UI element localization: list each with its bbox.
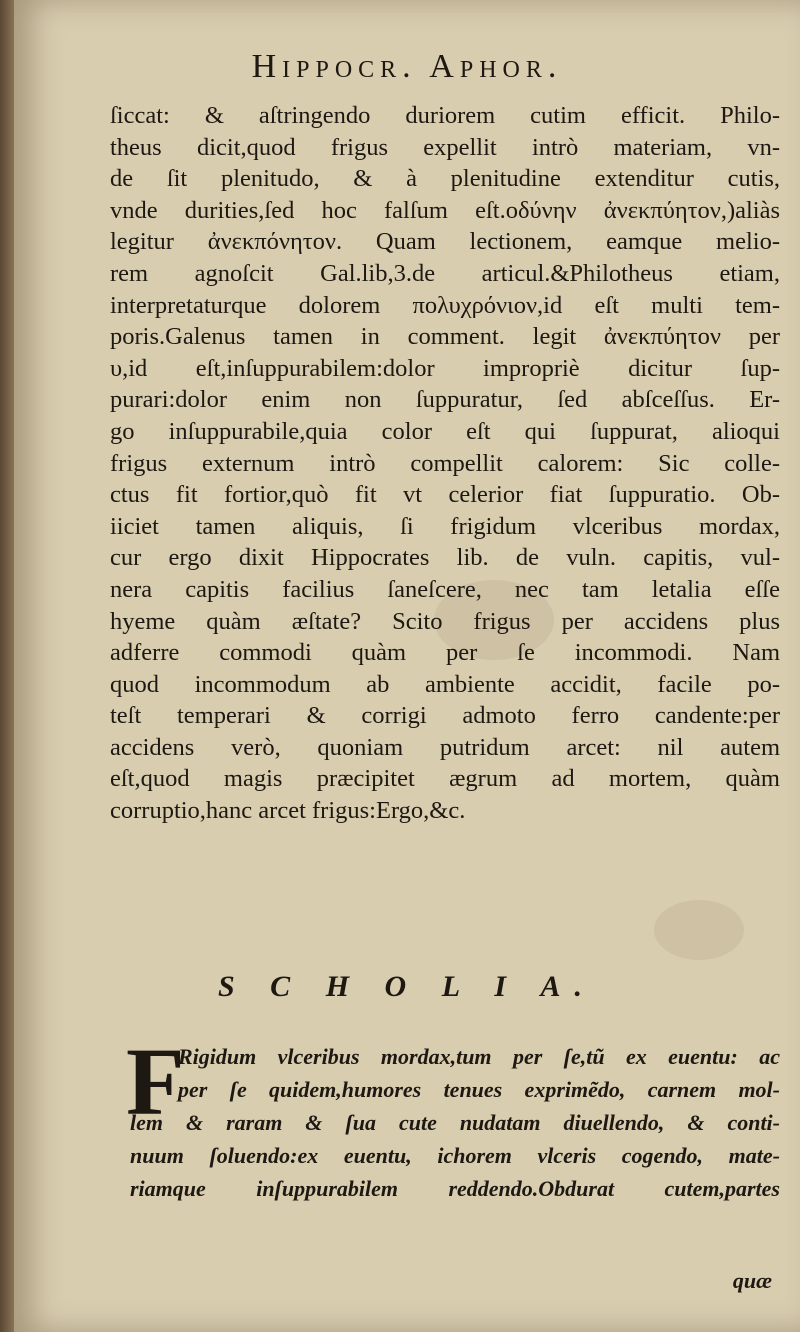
text-line: nera capitis facilius ſaneſcere, nec tam letalia eſſe xyxy=(110,575,780,603)
main-text xyxy=(110,100,780,827)
text-line: interpretaturque dolorem πολυχρόνιον,id eſt multi tem- xyxy=(110,291,780,319)
text-line: rem agnoſcit Gal.lib,3.de articul.&Philotheus etiam, xyxy=(110,259,780,287)
text-line: de ſit plenitudo, & à plenitudine extenditur cutis, xyxy=(110,165,780,193)
text-line: go inſuppurabile,quia color eſt qui ſuppurat, alioqui xyxy=(110,417,780,445)
scholia-line: lem & raram & ſua cute nudatam diuellendo, & conti- xyxy=(130,1110,780,1135)
scholia-line: riamque inſuppurabilem reddendo.Obdurat cutem,partes xyxy=(130,1176,780,1201)
book-page xyxy=(14,0,800,1332)
scholia-line: nuum ſoluendo:ex euentu, ichorem vlceris cogendo, mate- xyxy=(130,1143,780,1168)
text-line: legitur ἀνεκπόνητον. Quam lectionem, eamque melio- xyxy=(110,228,780,256)
page-stain xyxy=(654,900,744,960)
scholia-heading: S C H O L I A. xyxy=(218,970,596,1003)
text-line: ctus fit fortior,quò fit vt celerior fiat ſuppuratio. Ob- xyxy=(110,481,780,509)
scholia-text xyxy=(126,1028,780,1205)
text-line: hyeme quàm æſtate? Scito frigus per accidens plus xyxy=(110,607,780,635)
text-line: corruptio,hanc arcet frigus:Ergo,&c. xyxy=(110,797,466,825)
catchword: quæ xyxy=(732,1268,772,1293)
text-line: theus dicit,quod frigus expellit intrò materiam, vn- xyxy=(110,133,780,161)
text-line: quod incommodum ab ambiente accidit, facile po- xyxy=(110,670,780,698)
text-line: teſt temperari & corrigi admoto ferro candente:per xyxy=(110,702,780,730)
text-line: vnde durities,ſed hoc falſum eſt.οδύνην ἀνεκπύητον,)aliàs xyxy=(110,196,780,224)
scholia-line: Rigidum vlceribus mordax,tum per ſe,tũ ex euentu: ac xyxy=(178,1044,780,1069)
text-line: ſiccat: & aſtringendo duriorem cutim efficit. Philo- xyxy=(110,102,780,129)
running-head: Hippocr. Aphor. xyxy=(251,48,563,85)
drop-cap: F xyxy=(126,1028,185,1135)
text-line: frigus externum intrò compellit calorem: Sic colle- xyxy=(110,449,780,477)
scholia-line: per ſe quidem,humores tenues exprimẽdo, carnem mol- xyxy=(178,1077,780,1102)
text-line: iiciet tamen aliquis, ſi frigidum vlceribus mordax, xyxy=(110,512,780,540)
text-line: poris.Galenus tamen in comment. legit ἀνεκπύητον per xyxy=(110,323,780,351)
text-line: accidens verò, quoniam putridum arcet: nil autem xyxy=(110,733,780,761)
text-line: υ,id eſt,inſuppurabilem:dolor impropriè dicitur ſup- xyxy=(110,354,780,382)
text-line: eſt,quod magis præcipitet ægrum ad mortem, quàm xyxy=(110,765,780,793)
text-line: cur ergo dixit Hippocrates lib. de vuln. capitis, vul- xyxy=(110,544,780,572)
text-line: adferre commodi quàm per ſe incommodi. Nam xyxy=(110,639,780,667)
text-line: purari:dolor enim non ſuppuratur, ſed abſceſſus. Er- xyxy=(110,386,780,414)
